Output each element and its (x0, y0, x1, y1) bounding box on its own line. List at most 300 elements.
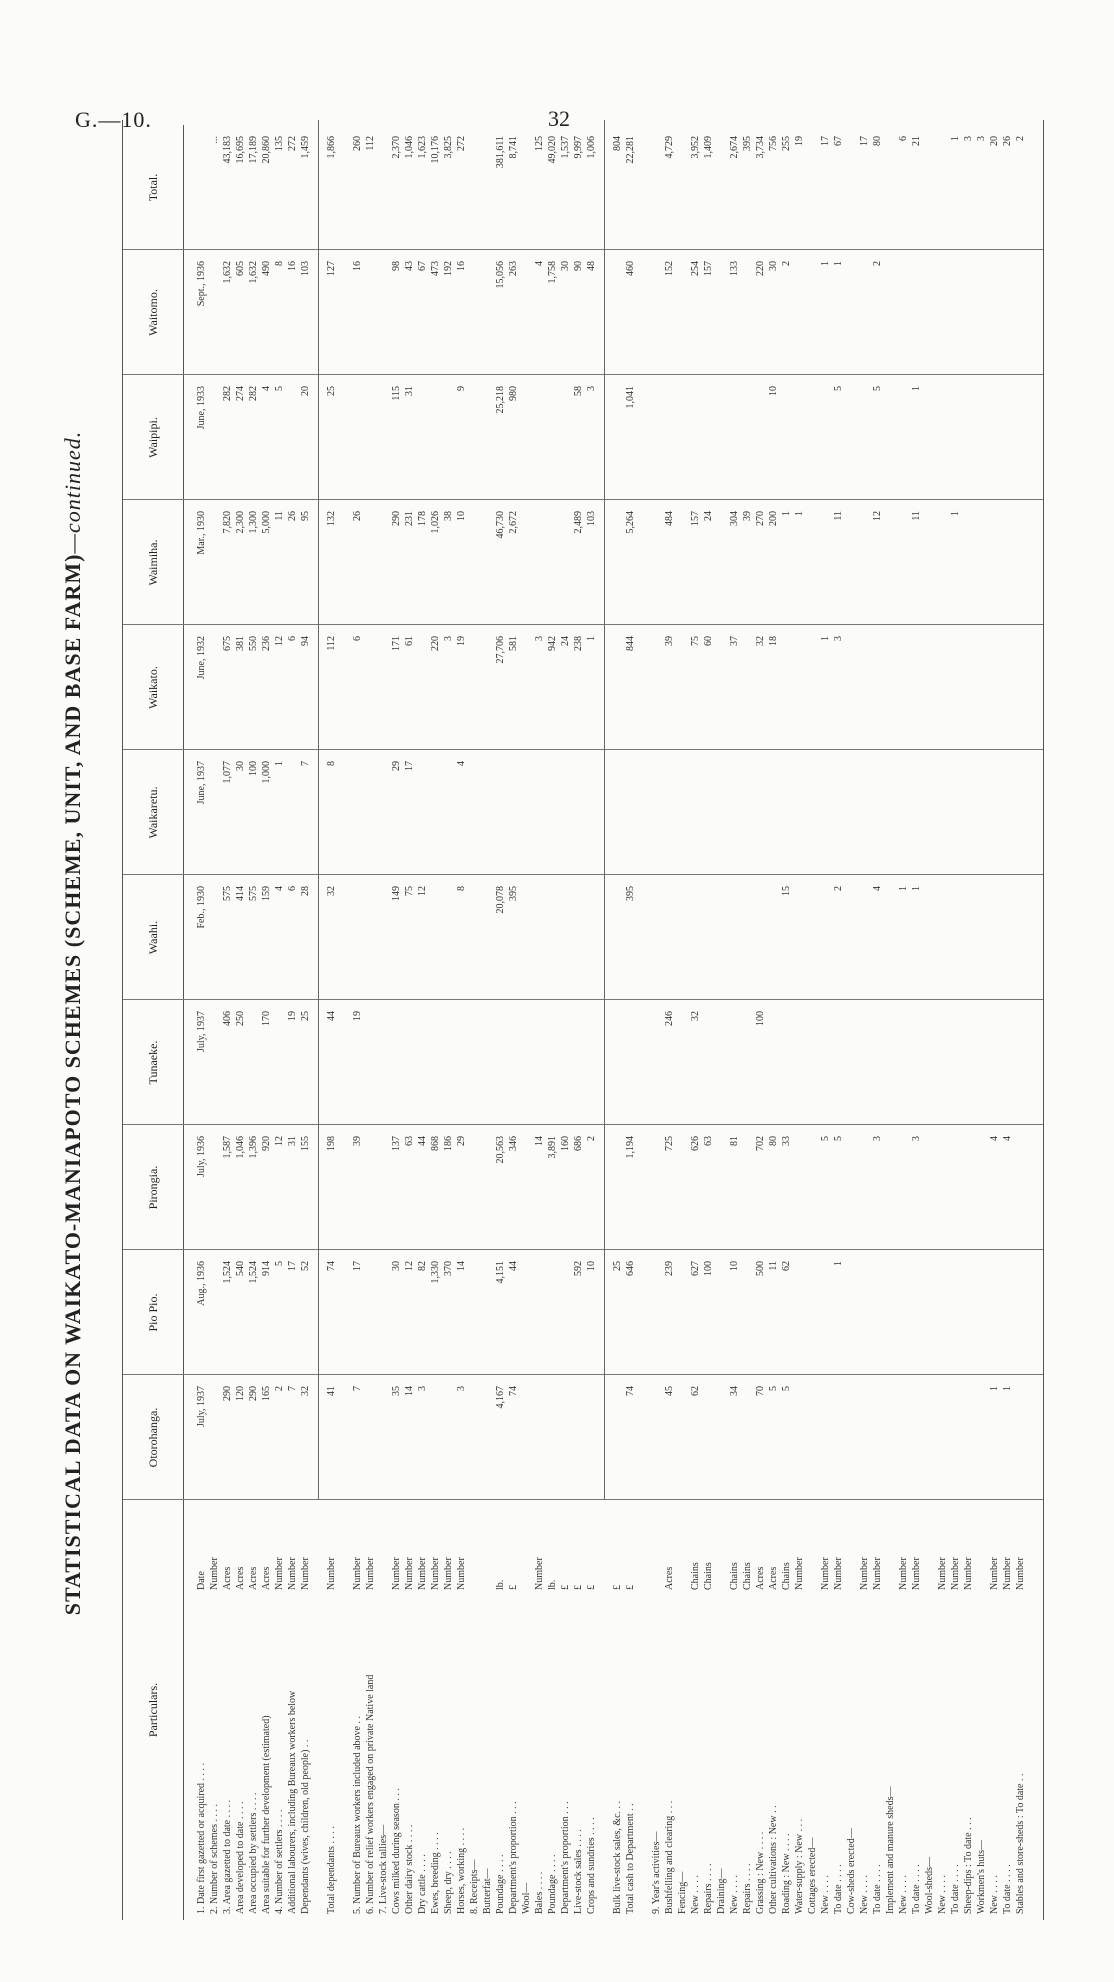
cell-value: 8 (456, 886, 467, 891)
cell-value: 346 (508, 1136, 519, 1151)
cell-value: June, 1933 (196, 386, 207, 430)
cell-value: 2 (1015, 136, 1026, 141)
row-unit: Acres (222, 1566, 233, 1590)
cell-value: 980 (508, 386, 519, 401)
cell-value: 157 (690, 511, 701, 526)
cell-value: 12 (274, 1136, 285, 1146)
cell-value: 6 (287, 886, 298, 891)
row-label: Implement and manure sheds— (885, 1786, 896, 1914)
cell-value: 8,741 (508, 136, 519, 159)
table-row (845, 120, 859, 1920)
row-label: Live-stock sales . . . . (573, 1829, 584, 1914)
table-row (910, 120, 924, 1920)
cell-value: 395 (742, 136, 753, 151)
cell-value: 414 (235, 886, 246, 901)
cell-value: 460 (625, 261, 636, 276)
cell-value: 10 (768, 386, 779, 396)
row-label: Ewes, breeding . . . . (430, 1832, 441, 1914)
row-unit: Acres (248, 1566, 259, 1590)
table-title-main: STATISTICAL DATA ON WAIKATO-MANIAPOTO SCHEMES (SCHEME, UNIT, AND BASE FARM) (60, 553, 85, 1616)
cell-value: 12 (404, 1261, 415, 1271)
column-header: Tunaeke. (123, 1000, 184, 1125)
cell-value: 39 (742, 511, 753, 521)
row-label: Area suitable for further development (estimated) (261, 1715, 272, 1914)
row-unit: Acres (755, 1566, 766, 1590)
row-label: Repairs . . . . (742, 1863, 753, 1914)
cell-value: 1 (781, 511, 792, 516)
row-unit: Acres (235, 1566, 246, 1590)
table-row (624, 120, 638, 1920)
table-row (715, 120, 729, 1920)
cell-value: 3 (833, 636, 844, 641)
cell-value: 170 (261, 1011, 272, 1026)
cell-value: July, 1937 (196, 1011, 207, 1053)
table-row (377, 120, 391, 1920)
cell-value: 16 (456, 261, 467, 271)
cell-value: 38 (443, 511, 454, 521)
cell-value: 2 (586, 1136, 597, 1141)
cell-value: 2 (781, 261, 792, 266)
row-unit: Number (950, 1557, 961, 1590)
cell-value: 236 (261, 636, 272, 651)
cell-value: 12 (872, 511, 883, 521)
row-label: Fencing— (677, 1871, 688, 1914)
cell-value: 8 (274, 261, 285, 266)
cell-value: 120 (235, 1386, 246, 1401)
cell-value: 3,891 (547, 1136, 558, 1159)
row-unit: lb. (495, 1579, 506, 1590)
cell-value: 220 (430, 636, 441, 651)
table-row (416, 120, 430, 1920)
cell-value: 8 (326, 761, 337, 766)
cell-value: 155 (300, 1136, 311, 1151)
cell-value: 75 (690, 636, 701, 646)
cell-value: 17 (352, 1261, 363, 1271)
cell-value: 3,734 (755, 136, 766, 159)
table-row (780, 120, 794, 1920)
cell-value: 19 (287, 1011, 298, 1021)
cell-value: 52 (300, 1261, 311, 1271)
cell-value: 2 (833, 886, 844, 891)
cell-value: 10,176 (430, 136, 441, 164)
row-label: Total cash to Department . . (625, 1803, 636, 1914)
table-row (364, 120, 378, 1920)
cell-value: 4 (456, 761, 467, 766)
cell-value: 29 (391, 761, 402, 771)
table-row (728, 120, 742, 1920)
cell-value: 2,300 (235, 511, 246, 534)
column-header: Waikaretu. (123, 750, 184, 875)
cell-value: 1 (950, 511, 961, 516)
cell-value: 22,281 (625, 136, 636, 164)
row-label: 7. Live-stock tallies— (378, 1824, 389, 1914)
row-unit: Number (352, 1557, 363, 1590)
cell-value: ... (209, 136, 220, 144)
cell-value: June, 1937 (196, 761, 207, 805)
cell-value: 1,300 (248, 511, 259, 534)
row-unit: Number (911, 1557, 922, 1590)
row-label: New . . . . (690, 1875, 701, 1914)
row-label: New . . . . (820, 1875, 831, 1914)
row-label: Butterfat— (482, 1868, 493, 1914)
cell-value: 1 (820, 636, 831, 641)
cell-value: 80 (768, 1136, 779, 1146)
table-row (585, 120, 599, 1920)
cell-value: 152 (664, 261, 675, 276)
cell-value: 3 (443, 636, 454, 641)
cell-value: 1 (911, 386, 922, 391)
cell-value: 484 (664, 511, 675, 526)
row-label: Workmen's huts— (976, 1839, 987, 1914)
row-unit: Number (274, 1557, 285, 1590)
cell-value: 381 (235, 636, 246, 651)
page-number: 32 (548, 106, 570, 131)
cell-value: 159 (261, 886, 272, 901)
table-row (819, 120, 833, 1920)
row-label: 2. Number of schemes . . . . (209, 1804, 220, 1914)
cell-value: 7,820 (222, 511, 233, 534)
row-label: Crops and sundries . . . . (586, 1817, 597, 1914)
cell-value: 550 (248, 636, 259, 651)
table-row (533, 120, 547, 1920)
cell-value: 3 (872, 1136, 883, 1141)
cell-value: 395 (508, 886, 519, 901)
row-unit: lb. (547, 1579, 558, 1590)
table-row (767, 120, 781, 1920)
cell-value: 6 (287, 636, 298, 641)
cell-value: 20,563 (495, 1136, 506, 1164)
cell-value: 81 (729, 1136, 740, 1146)
row-label: To date . . . . (872, 1864, 883, 1914)
row-unit: Number (794, 1557, 805, 1590)
cell-value: 220 (755, 261, 766, 276)
cell-value: 3 (417, 1386, 428, 1391)
cell-value: 100 (248, 761, 259, 776)
cell-value: 4 (534, 261, 545, 266)
cell-value: 62 (781, 1261, 792, 1271)
cell-value: 100 (755, 1011, 766, 1026)
cell-value: 1 (1002, 1386, 1013, 1391)
table-row (481, 120, 495, 1920)
row-unit: Number (326, 1557, 337, 1590)
cell-value: 5,264 (625, 511, 636, 534)
cell-value: 3 (976, 136, 987, 141)
cell-value: 1,623 (417, 136, 428, 159)
cell-value: 725 (664, 1136, 675, 1151)
cell-value: 39 (664, 636, 675, 646)
row-unit: Number (404, 1557, 415, 1590)
cell-value: 254 (690, 261, 701, 276)
cell-value: 246 (664, 1011, 675, 1026)
cell-value: 43,183 (222, 136, 233, 164)
cell-value: 272 (456, 136, 467, 151)
cell-value: 95 (300, 511, 311, 521)
cell-value: 21 (911, 136, 922, 146)
row-label: Area occupied by settlers . . . . (248, 1792, 259, 1914)
cell-value: 157 (703, 261, 714, 276)
cell-value: 26 (287, 511, 298, 521)
row-label: Department's proportion . . . (508, 1801, 519, 1914)
cell-value: 255 (781, 136, 792, 151)
cell-value: 44 (326, 1011, 337, 1021)
cell-value: 1,866 (326, 136, 337, 159)
row-label: Other dairy stock . . . . (404, 1824, 415, 1914)
table-row (442, 120, 456, 1920)
cell-value: 1,632 (222, 261, 233, 284)
cell-value: 1,046 (235, 1136, 246, 1159)
cell-value: 46,730 (495, 511, 506, 539)
cell-value: 1,409 (703, 136, 714, 159)
cell-value: 1 (898, 886, 909, 891)
cell-value: 12 (417, 886, 428, 896)
cell-value: 500 (755, 1261, 766, 1276)
cell-value: 250 (235, 1011, 246, 1026)
cell-value: 1 (989, 1386, 1000, 1391)
table-row (195, 120, 209, 1920)
row-label: New . . . . (898, 1875, 909, 1914)
table-row (975, 120, 989, 1920)
cell-value: 6 (898, 136, 909, 141)
cell-value: 5 (274, 1261, 285, 1266)
cell-value: 44 (417, 1136, 428, 1146)
cell-value: 2,370 (391, 136, 402, 159)
cell-value: 3 (586, 386, 597, 391)
row-label: 8. Receipts— (469, 1859, 480, 1914)
cell-value: 702 (755, 1136, 766, 1151)
row-unit: Chains (690, 1562, 701, 1590)
cell-value: 19 (794, 136, 805, 146)
table-row (247, 120, 261, 1920)
cell-value: 2,489 (573, 511, 584, 534)
cell-value: 2 (274, 1386, 285, 1391)
cell-value: 94 (300, 636, 311, 646)
cell-value: 16 (352, 261, 363, 271)
cell-value: June, 1932 (196, 636, 207, 680)
cell-value: 10 (456, 511, 467, 521)
cell-value: 70 (755, 1386, 766, 1396)
row-unit: £ (573, 1585, 584, 1590)
cell-value: 804 (612, 136, 623, 151)
table-row (221, 120, 235, 1920)
table-row (637, 120, 651, 1920)
cell-value: 18 (768, 636, 779, 646)
column-header: Waahi. (123, 875, 184, 1000)
cell-value: 1 (833, 261, 844, 266)
row-label: 3. Area gazetted to date . . . . (222, 1799, 233, 1914)
cell-value: 4,151 (495, 1261, 506, 1284)
cell-value: 31 (287, 1136, 298, 1146)
cell-value: 30 (391, 1261, 402, 1271)
cell-value: 581 (508, 636, 519, 651)
row-unit: Number (300, 1557, 311, 1590)
row-label: To date . . . . (1002, 1864, 1013, 1914)
row-label: Bales . . . . (534, 1871, 545, 1914)
cell-value: 1,041 (625, 386, 636, 409)
cell-value: 239 (664, 1261, 675, 1276)
table-row (663, 120, 677, 1920)
cell-value: 39 (352, 1136, 363, 1146)
cell-value: 1 (820, 261, 831, 266)
cell-value: 2 (872, 261, 883, 266)
cell-value: 25 (612, 1261, 623, 1271)
cell-value: 6 (352, 636, 363, 641)
cell-value: 4 (989, 1136, 1000, 1141)
cell-value: 16 (287, 261, 298, 271)
row-label: 6. Number of relief workers engaged on private Native land (365, 1674, 376, 1914)
cell-value: Feb., 1930 (196, 886, 207, 929)
row-label: Cow-sheds erected— (846, 1828, 857, 1914)
cell-value: 592 (573, 1261, 584, 1276)
cell-value: 4,729 (664, 136, 675, 159)
cell-value: 112 (365, 136, 376, 151)
row-label: Dependants (wives, children, old people) . . (300, 1739, 311, 1914)
cell-value: 20,860 (261, 136, 272, 164)
cell-value: 756 (768, 136, 779, 151)
cell-value: 290 (222, 1386, 233, 1401)
table-title (60, 206, 86, 1840)
table-row (286, 120, 300, 1920)
cell-value: 1 (911, 886, 922, 891)
cell-value: 98 (391, 261, 402, 271)
row-unit: Chains (703, 1562, 714, 1590)
row-label: To date . . . . (950, 1864, 961, 1914)
cell-value: 626 (690, 1136, 701, 1151)
row-label: Bulk live-stock sales, &c. . . (612, 1800, 623, 1914)
table-row (1014, 120, 1028, 1920)
table-row (351, 120, 365, 1920)
cell-value: 627 (690, 1261, 701, 1276)
row-label: Total dependants . . . . (326, 1826, 337, 1914)
cell-value: 32 (690, 1011, 701, 1021)
cell-value: 63 (703, 1136, 714, 1146)
table-row (338, 120, 352, 1920)
cell-value: 16,695 (235, 136, 246, 164)
cell-value: 272 (287, 136, 298, 151)
cell-value: 44 (508, 1261, 519, 1271)
cell-value: 9,997 (573, 136, 584, 159)
statistics-table (122, 120, 1044, 1920)
cell-value: 17 (820, 136, 831, 146)
cell-value: 1,000 (261, 761, 272, 784)
table-row (936, 120, 950, 1920)
column-header: Otorohanga. (123, 1375, 184, 1500)
cell-value: 575 (222, 886, 233, 901)
cell-value: 9 (456, 386, 467, 391)
row-unit: Number (430, 1557, 441, 1590)
cell-value: 1 (794, 511, 805, 516)
cell-value: 17 (859, 136, 870, 146)
cell-value: 3 (911, 1136, 922, 1141)
cell-value: 2,674 (729, 136, 740, 159)
row-unit: Number (1002, 1557, 1013, 1590)
cell-value: 7 (287, 1386, 298, 1391)
table-row (689, 120, 703, 1920)
table-row (520, 120, 534, 1920)
row-label: Wool-sheds— (924, 1857, 935, 1914)
cell-value: 1 (950, 136, 961, 141)
cell-value: 25,218 (495, 386, 506, 414)
cell-value: 58 (573, 386, 584, 396)
row-label: Sheep, dry . . . . (443, 1851, 454, 1914)
row-unit: Number (963, 1557, 974, 1590)
cell-value: 115 (391, 386, 402, 401)
cell-value: 1,537 (560, 136, 571, 159)
cell-value: 112 (326, 636, 337, 651)
cell-value: 3 (456, 1386, 467, 1391)
cell-value: Mar., 1930 (196, 511, 207, 555)
table-title-continued: —continued. (60, 430, 85, 554)
cell-value: 1,026 (430, 511, 441, 534)
cell-value: 63 (404, 1136, 415, 1146)
cell-value: 282 (248, 386, 259, 401)
cell-value: 75 (404, 886, 415, 896)
cell-value: 25 (326, 386, 337, 396)
cell-value: 74 (625, 1386, 636, 1396)
cell-value: 10 (729, 1261, 740, 1271)
cell-value: 30 (560, 261, 571, 271)
row-label: New . . . . (729, 1875, 740, 1914)
cell-value: 35 (391, 1386, 402, 1396)
cell-value: 20 (989, 136, 1000, 146)
cell-value: 1,459 (300, 136, 311, 159)
row-label: Cottages erected— (807, 1837, 818, 1914)
row-label: Stables and store-sheds : To date . . (1015, 1773, 1026, 1914)
row-unit: Number (534, 1557, 545, 1590)
row-unit: Acres (664, 1566, 675, 1590)
cell-value: 20 (300, 386, 311, 396)
row-unit: Number (391, 1557, 402, 1590)
cell-value: 186 (443, 1136, 454, 1151)
cell-value: 17 (287, 1261, 298, 1271)
cell-value: 260 (352, 136, 363, 151)
row-unit: Number (417, 1557, 428, 1590)
row-unit: Number (365, 1557, 376, 1590)
cell-value: 7 (300, 761, 311, 766)
column-header: Waitomo. (123, 250, 184, 375)
table-row (234, 120, 248, 1920)
cell-value: 61 (404, 636, 415, 646)
table-row (1001, 120, 1015, 1920)
cell-value: 473 (430, 261, 441, 276)
cell-value: July, 1937 (196, 1386, 207, 1428)
row-unit: Number (937, 1557, 948, 1590)
cell-value: 1,524 (248, 1261, 259, 1284)
row-label: Additional labourers, including Bureaux workers below (287, 1690, 298, 1914)
cell-value: 135 (274, 136, 285, 151)
table-row (949, 120, 963, 1920)
cell-value: 11 (911, 511, 922, 521)
table-row (546, 120, 560, 1920)
table-row (832, 120, 846, 1920)
row-unit: £ (560, 1585, 571, 1590)
cell-value: 171 (391, 636, 402, 651)
row-label: Department's proportion . . . (560, 1801, 571, 1914)
table-row (650, 120, 664, 1920)
cell-value: 1,330 (430, 1261, 441, 1284)
table-row (429, 120, 443, 1920)
cell-value: 49,020 (547, 136, 558, 164)
row-label: Repairs . . . . (703, 1863, 714, 1914)
table-row (468, 120, 482, 1920)
cell-value: 914 (261, 1261, 272, 1276)
cell-value: 5,000 (261, 511, 272, 534)
receipts-total-rule (604, 120, 605, 1500)
cell-value: 274 (235, 386, 246, 401)
row-unit: Number (287, 1557, 298, 1590)
cell-value: 24 (703, 511, 714, 521)
cell-value: 3 (534, 636, 545, 641)
row-unit: £ (612, 1585, 623, 1590)
